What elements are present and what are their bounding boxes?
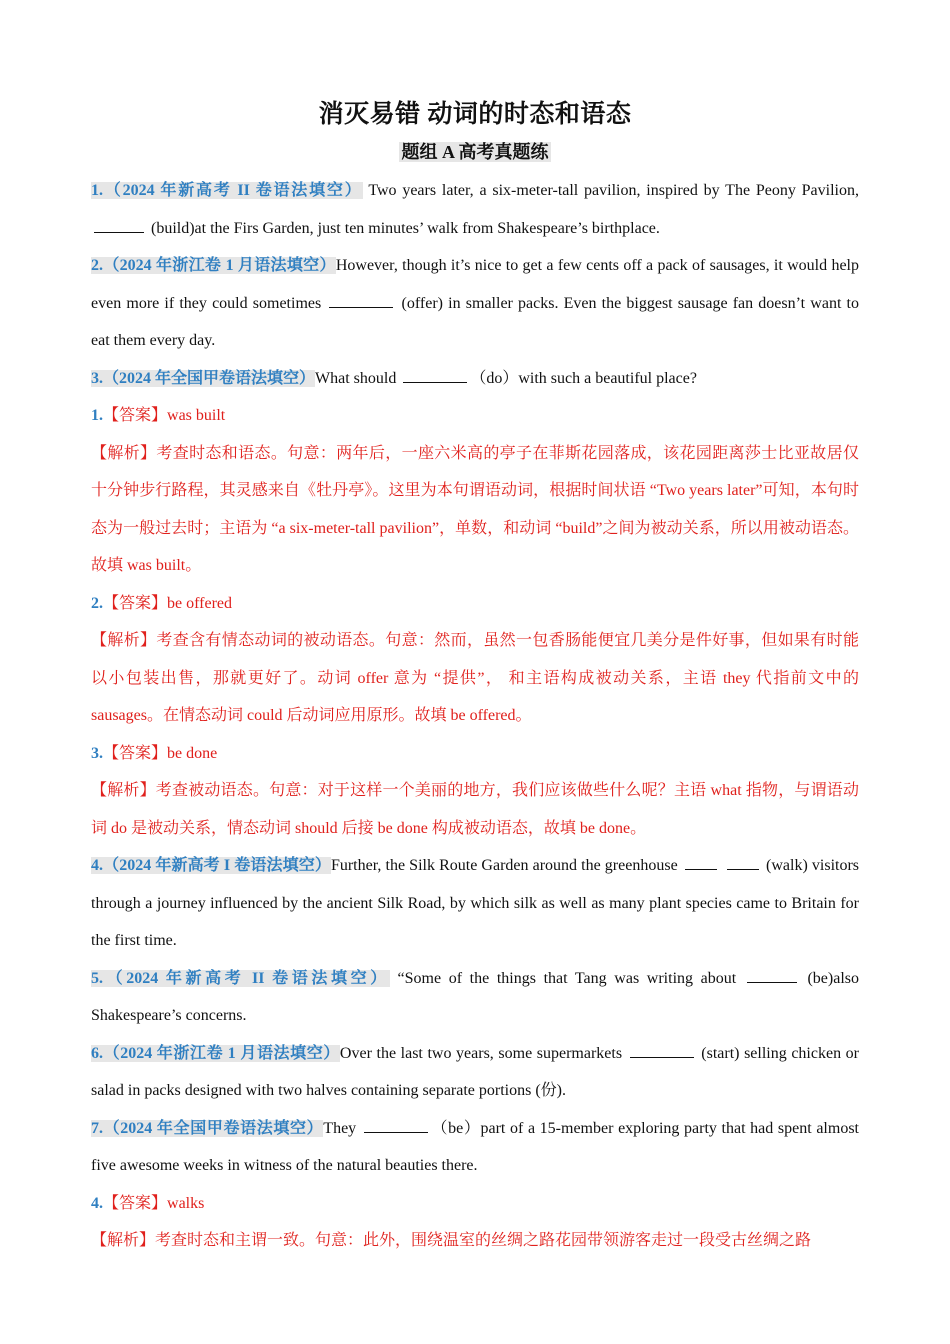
question-text-before: They [323, 1119, 361, 1137]
answer-1 [91, 397, 859, 435]
answer-tag: 【答案】 [103, 1194, 168, 1212]
analysis-text: 考查时态和语态。句意：两年后，一座六米高的亭子在菲斯花园落成，该花园距离莎士比亚故居仅十分钟步行路程，其灵感来自《牡丹亭》。这里为本句谓语动词，根据时间状语 “Two years later”可知，本句时态为一般过去时；主语为 “a six-meter-tall pavilion”，单数，和动词 “build”之间为被动关系，所以用被动语态。故填 was built。 [91, 444, 859, 574]
answer-value: be offered [167, 594, 233, 612]
answer-number: 1. [91, 407, 103, 424]
answer-tag: 【答案】 [103, 594, 168, 612]
question-text-after: (walk) visitors through a journey influenced by the ancient Silk Road, by which silk as well as many plant species came to Britain for the first time. [91, 857, 860, 949]
question-text-before: “Some of the things that Tang was writing about [389, 969, 744, 987]
question-text-before: However, though it’s nice to get a few cents off a pack of sausages, it would help even more if they could sometimes [91, 257, 859, 312]
question-source-label: 3.（2024 年全国甲卷语法填空） [91, 369, 316, 387]
question-text-after: (offer) in smaller packs. Even the biggest sausage fan doesn’t want to eat them every day. [91, 294, 860, 349]
question-4 [91, 847, 859, 960]
analysis-tag: 【解析】 [91, 444, 157, 462]
question-text-before: What should [315, 369, 401, 387]
question-text-after: (build)at the Firs Garden, just ten minutes’ walk from Shakespeare’s birthplace. [147, 219, 660, 237]
question-source-label: 4.（2024 年新高考 I 卷语法填空） [91, 857, 331, 874]
answer-value: walks [167, 1194, 205, 1212]
question-7 [91, 1110, 859, 1185]
answer-number: 2. [91, 594, 103, 612]
answer-2 [91, 585, 859, 623]
question-3 [91, 360, 859, 398]
analysis-tag: 【解析】 [91, 1232, 156, 1249]
analysis-2 [91, 622, 859, 735]
analysis-text: 考查含有情态动词的被动语态。句意：然而，虽然一包香肠能便宜几美分是件好事，但如果有时能以小包装出售，那就更好了。动词 offer 意为 “提供”， 和主语构成被动关系，主语 they 代指前文中的 sausages。在情态动词 could 后动词应用原形。故填 be offered。 [91, 632, 859, 724]
question-text-before: Over the last two years, some supermarkets [339, 1044, 627, 1062]
answer-value: was built [167, 407, 226, 424]
question-1 [91, 172, 859, 247]
question-text-after: (be)also Shakespeare’s concerns. [91, 969, 859, 1024]
analysis-3 [91, 772, 859, 847]
question-text-before: Two years later, a six-meter-tall pavilion, inspired by The Peony Pavilion, [362, 182, 859, 199]
answer-3 [91, 735, 859, 773]
analysis-text: 考查时态和主谓一致。句意：此外，围绕温室的丝绸之路花园带领游客走过一段受古丝绸之路 [155, 1232, 812, 1249]
answer-tag: 【答案】 [103, 407, 168, 424]
answer-4 [91, 1185, 859, 1223]
answer-blank [329, 291, 393, 308]
question-source-label: 2.（2024 年浙江卷 1 月语法填空） [91, 257, 336, 274]
question-text-after: （do）with such a beautiful place? [470, 369, 697, 387]
answer-blank [364, 1116, 428, 1133]
question-5 [91, 960, 859, 1035]
answer-tag: 【答案】 [103, 744, 168, 762]
answer-value: be done [167, 744, 218, 762]
analysis-1 [91, 435, 859, 585]
analysis-tag: 【解析】 [91, 632, 157, 649]
analysis-text: 考查被动语态。句意：对于这样一个美丽的地方，我们应该做些什么呢？主语 what 指物，与谓语动词 do 是被动关系，情态动词 should 后接 be done 构成被动语态，故填 be done。 [91, 782, 859, 837]
question-source-label: 7.（2024 年全国甲卷语法填空） [91, 1119, 324, 1137]
section-subtitle-text: 题组 A 高考真题练 [401, 142, 549, 162]
question-2 [91, 247, 859, 360]
document-title: 消灭易错 动词的时态和语态 [318, 101, 632, 128]
answer-blank [747, 966, 797, 983]
answer-blank [630, 1041, 694, 1058]
answer-number: 4. [91, 1194, 103, 1212]
question-text-after: (start) selling chicken or salad in packs designed with two halves containing separate portions (份). [91, 1044, 859, 1099]
document-page [91, 96, 859, 1260]
question-text-before: Further, the Silk Route Garden around the greenhouse [330, 857, 682, 874]
answer-blank [727, 853, 759, 870]
question-source-label: 6.（2024 年浙江卷 1 月语法填空） [91, 1044, 340, 1062]
question-source-label: 5.（2024 年新高考 II 卷语法填空） [91, 969, 390, 987]
answer-number: 3. [91, 744, 103, 762]
answer-blank [403, 366, 467, 383]
question-6 [91, 1035, 859, 1110]
question-source-label: 1.（2024 年新高考 II 卷语法填空） [91, 182, 363, 199]
analysis-4 [91, 1222, 859, 1260]
answer-blank [685, 853, 717, 870]
analysis-tag: 【解析】 [91, 782, 156, 799]
question-text-after: （be）part of a 15-member exploring party that had spent almost five awesome weeks in witness of the natural beauties there. [91, 1119, 859, 1174]
answer-blank [94, 216, 144, 233]
section-subtitle [91, 138, 859, 166]
